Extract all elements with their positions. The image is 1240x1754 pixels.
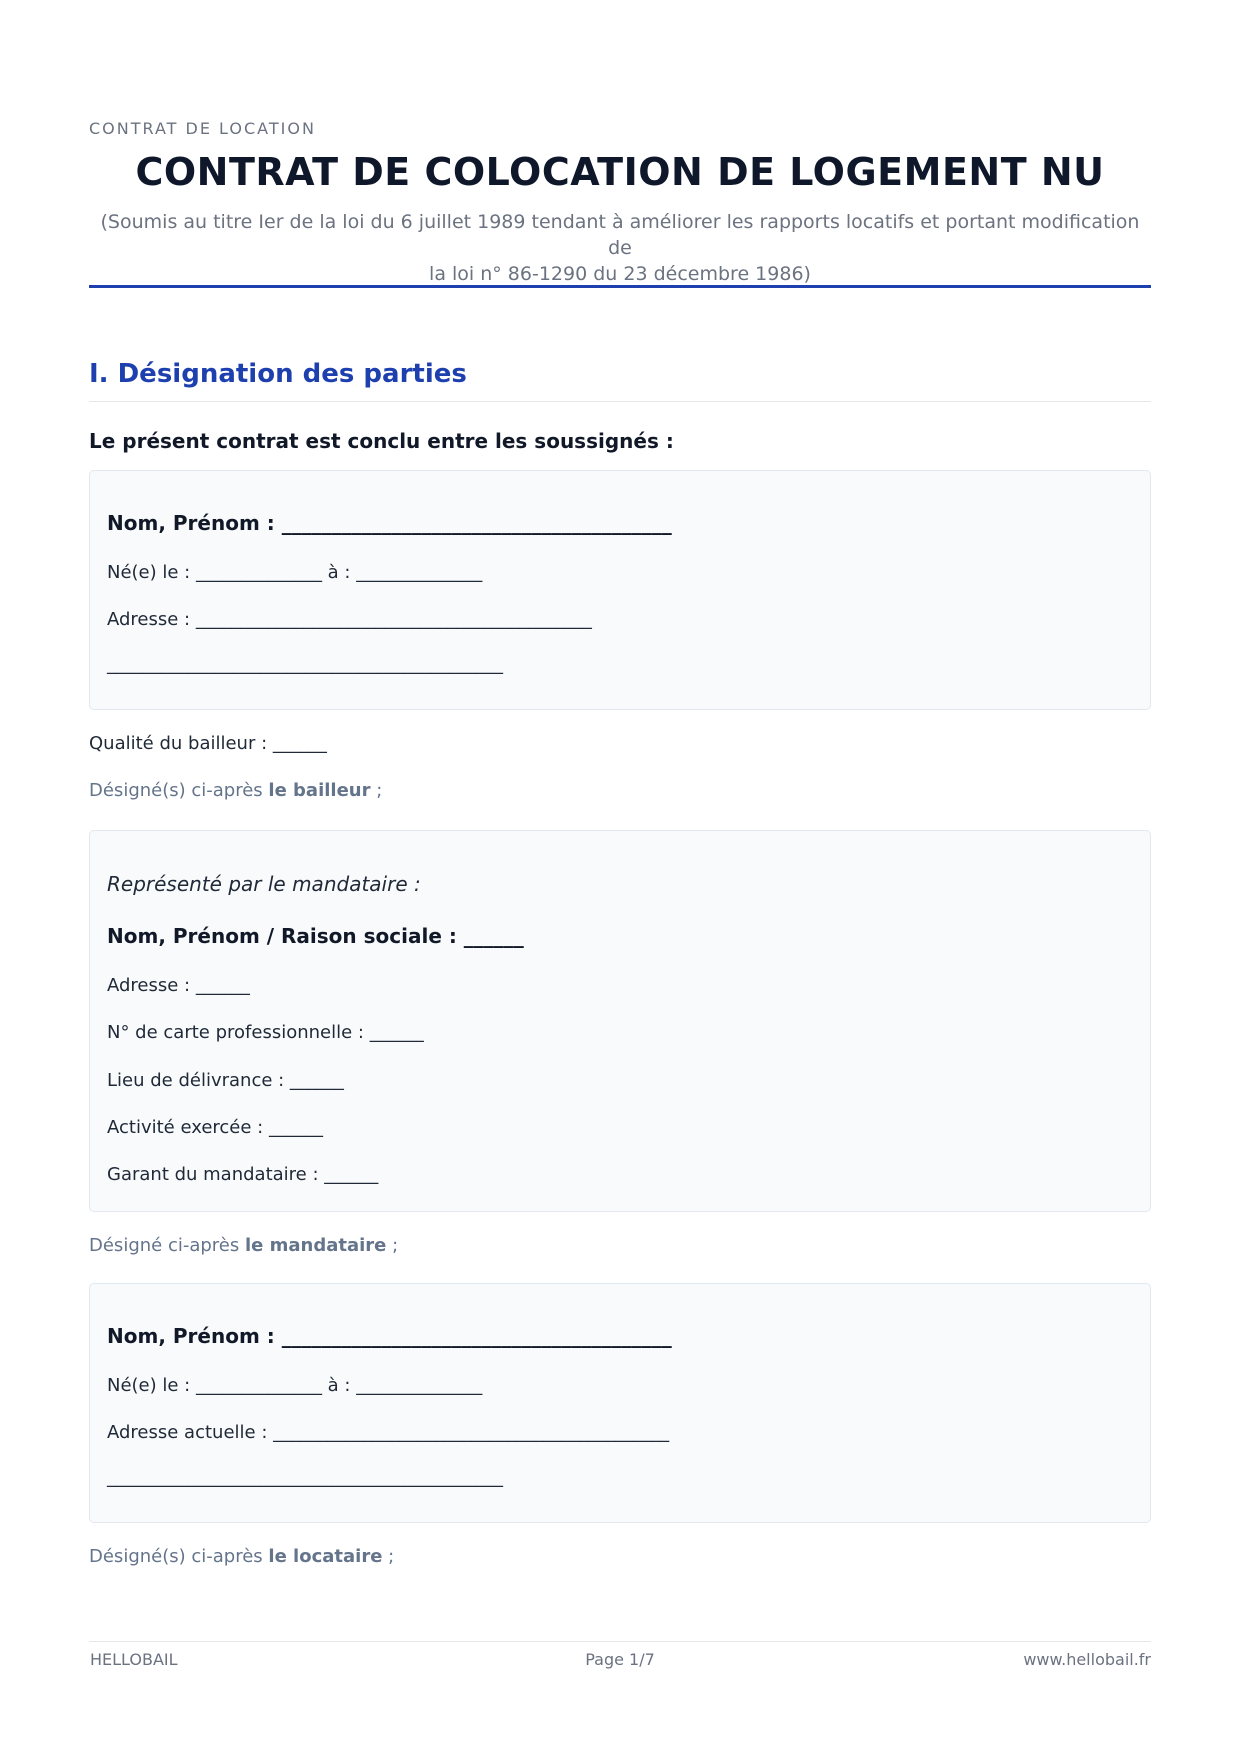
document-title: CONTRAT DE COLOCATION DE LOGEMENT NU	[135, 150, 1105, 194]
document-subtitle	[89, 209, 1151, 287]
mandataire-designation: Désigné ci-après le mandataire ;	[89, 1235, 399, 1256]
mandataire-guarantor-field: Garant du mandataire : ______	[107, 1164, 379, 1185]
locataire-name-field: Nom, Prénom : _______________________________________	[107, 1324, 672, 1348]
document-kicker: CONTRAT DE LOCATION	[89, 119, 316, 138]
mandataire-activity-field: Activité exercée : ______	[107, 1117, 323, 1138]
locataire-box	[89, 1283, 1151, 1523]
mandataire-card-field: N° de carte professionnelle : ______	[107, 1022, 424, 1043]
footer-brand: HELLOBAIL	[90, 1650, 178, 1669]
mandataire-box	[89, 830, 1151, 1212]
locataire-address-field: Adresse actuelle : ____________________________________________	[107, 1422, 670, 1443]
footer-page-number: Page 1/7	[585, 1650, 655, 1669]
section-divider	[89, 401, 1151, 402]
section-intro: Le présent contrat est conclu entre les soussignés :	[89, 429, 674, 453]
bailleur-quality: Qualité du bailleur : ______	[89, 733, 327, 754]
locataire-designation: Désigné(s) ci-après le locataire ;	[89, 1546, 395, 1567]
bailleur-designation: Désigné(s) ci-après le bailleur ;	[89, 780, 383, 801]
bailleur-address-continuation: ____________________________________________	[107, 654, 503, 675]
mandataire-place-field: Lieu de délivrance : ______	[107, 1070, 344, 1091]
subtitle-line-1: (Soumis au titre Ier de la loi du 6 juillet 1989 tendant à améliorer les rapports locatifs et portant modification de	[100, 211, 1140, 259]
footer-divider	[89, 1641, 1151, 1642]
section-title: I. Désignation des parties	[89, 359, 467, 389]
footer-website-link[interactable]: www.hellobail.fr	[1023, 1650, 1151, 1669]
mandataire-name-field: Nom, Prénom / Raison sociale : ______	[107, 924, 524, 948]
mandataire-intro: Représenté par le mandataire :	[107, 872, 421, 896]
subtitle-line-2: la loi n° 86-1290 du 23 décembre 1986)	[429, 263, 811, 285]
bailleur-address-field: Adresse : ____________________________________________	[107, 609, 592, 630]
bailleur-name-field: Nom, Prénom : _______________________________________	[107, 511, 672, 535]
header-divider	[89, 285, 1151, 288]
bailleur-box	[89, 470, 1151, 710]
mandataire-address-field: Adresse : ______	[107, 975, 250, 996]
bailleur-birth-field: Né(e) le : ______________ à : ______________	[107, 562, 483, 583]
locataire-address-continuation: ____________________________________________	[107, 1467, 503, 1488]
locataire-birth-field: Né(e) le : ______________ à : ______________	[107, 1375, 483, 1396]
